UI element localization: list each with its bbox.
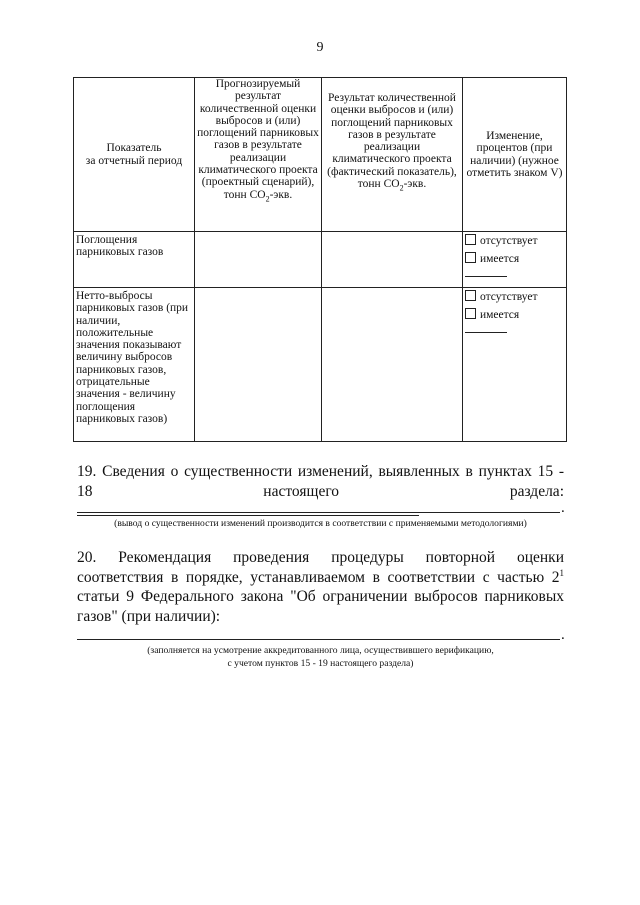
table-row (74, 288, 567, 442)
checkbox-icon[interactable] (465, 234, 476, 245)
emissions-table (73, 77, 567, 442)
section-20-fill-line[interactable] (77, 639, 560, 640)
section-20-sup: 1 (559, 567, 564, 578)
section-20-text: 20. Рекомендация проведения процедуры повторной оценки соответствия в порядке, устанавливаемом в соответствии с частью 2 (77, 549, 564, 586)
row-label-absorption: Поглощения парниковых газов (74, 232, 195, 288)
option-absent-label: отсутствует (480, 291, 538, 303)
forecast-cell[interactable] (195, 288, 322, 442)
header-actual-text: Результат количественной оценки выбросов и (или) поглощений парниковых газов в результате реализации климатического проекта (фактический показатель), тонн CO (327, 92, 457, 191)
row-label-net-emissions: Нетто-выбросы парниковых газов (при наличии, положительные значения показывают величину выбросов парниковых газов, отрицательные значения - величину поглощения парниковых газов) (74, 288, 195, 442)
option-present[interactable] (465, 252, 564, 265)
option-absent-label: отсутствует (480, 235, 538, 247)
header-actual-unit: -экв. (403, 178, 427, 191)
header-forecast (195, 78, 322, 232)
section-19-fill-line-2[interactable] (77, 512, 560, 513)
option-present-label: имеется (480, 309, 520, 322)
table-row (74, 232, 567, 288)
section-20-text-end: статьи 9 Федерального закона "Об ограничении выбросов парниковых газов" (при наличии): (77, 588, 564, 625)
header-forecast-text: Прогнозируемый результат количественной оценки выбросов и (или) поглощений парниковых газов в результате реализации климатического проекта (проектный сценарий), тонн CO (197, 78, 319, 201)
forecast-cell[interactable] (195, 232, 322, 288)
checkbox-icon[interactable] (465, 308, 476, 319)
checkbox-icon[interactable] (465, 252, 476, 263)
option-present-label: имеется (480, 253, 520, 266)
section-19-text: 19. Сведения о существенности изменений, выявленных в пунктах 15 - 18 настоящего раздела: (77, 463, 564, 500)
section-20 (77, 548, 564, 626)
section-19-note: (вывод о существенности изменений производится в соответствии с применяемыми методологиями) (114, 518, 527, 529)
header-actual (322, 78, 463, 232)
period: . (561, 500, 565, 516)
actual-cell[interactable] (322, 232, 463, 288)
change-cell (463, 288, 567, 442)
checkbox-icon[interactable] (465, 290, 476, 301)
option-present[interactable] (465, 308, 564, 321)
period: . (561, 627, 565, 643)
page-number: 9 (316, 40, 324, 55)
header-actual-sub: 2 (399, 183, 404, 193)
header-indicator-line2: за отчетный период (85, 154, 183, 167)
section-20-note-line2: с учетом пунктов 15 - 19 настоящего раздела) (227, 658, 414, 669)
change-cell (463, 232, 567, 288)
header-forecast-sub: 2 (265, 193, 270, 203)
header-indicator (74, 78, 195, 232)
section-20-note-line1: (заполняется на усмотрение аккредитованного лица, осуществившего верификацию, (147, 645, 494, 656)
actual-cell[interactable] (322, 288, 463, 442)
header-change: Изменение, процентов (при наличии) (нужное отметить знаком V) (463, 78, 567, 232)
section-20-note (77, 644, 564, 670)
header-forecast-unit: -экв. (269, 188, 293, 201)
option-absent[interactable] (465, 290, 564, 303)
percent-entry-line[interactable] (465, 332, 507, 333)
option-absent[interactable] (465, 234, 564, 247)
table-header-row (74, 78, 567, 232)
percent-entry-line[interactable] (465, 276, 507, 277)
header-indicator-line1: Показатель (106, 142, 162, 155)
section-19-fill-line[interactable] (77, 501, 419, 516)
